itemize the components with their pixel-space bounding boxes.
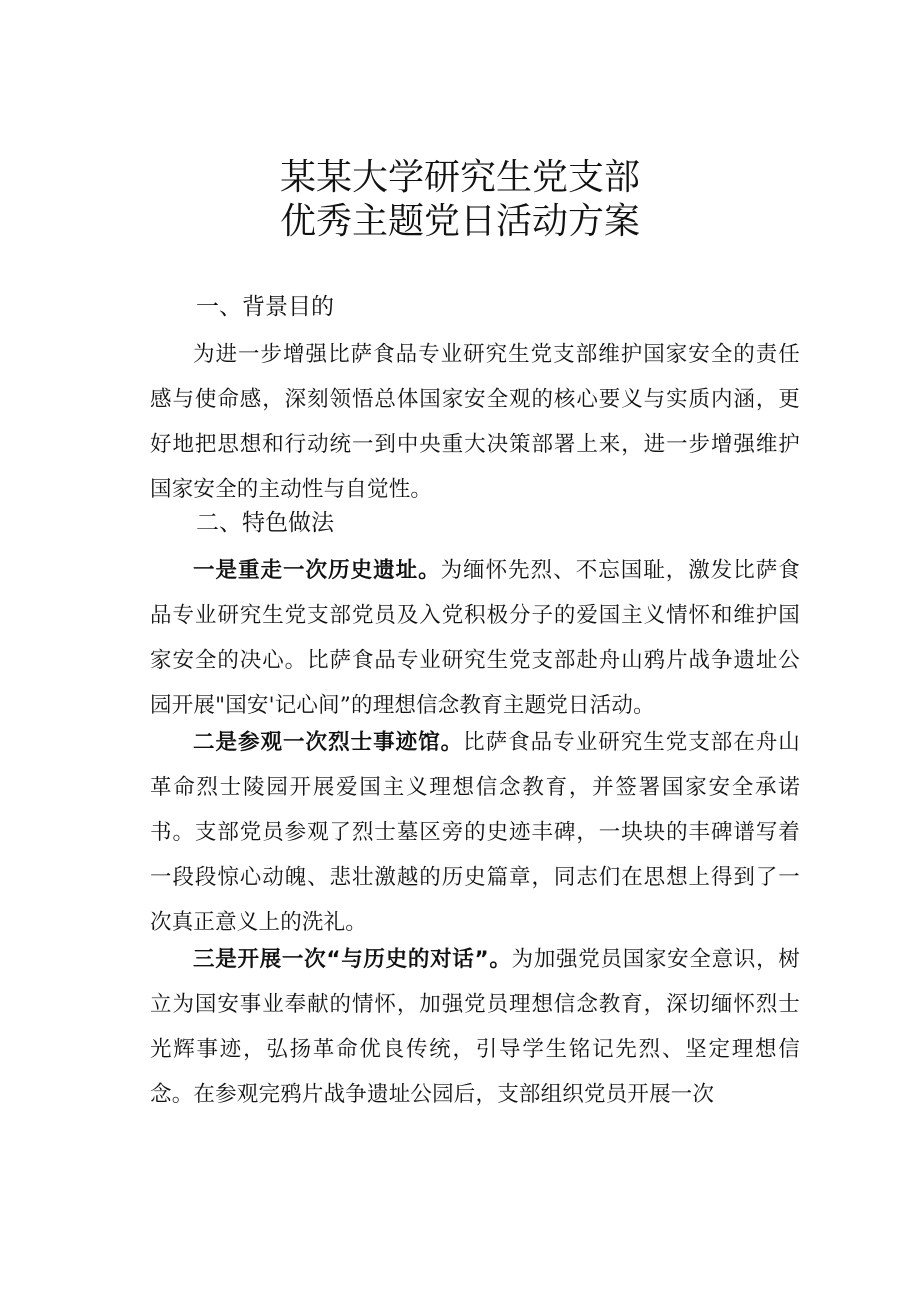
practice-text-3: 为加强党员国家安全意识，树立为国安事业奉献的情怀，加强党员理想信念教育，深切缅怀烈士光辉事迹，弘扬革命优良传统，引导学生铭记先烈、坚定理想信念。在参观完鸦片战争遗址公园后，支部组织党员开展一次 [150,947,800,1107]
background-paragraph: 为进一步增强比萨食品专业研究生党支部维护国家安全的责任感与使命感，深刻领悟总体国家安全观的核心要义与实质内涵，更好地把思想和行动统一到中央重大决策部署上来，进一步增强维护国家安全的主动性与自觉性。 [150,342,800,502]
practice-lead-3: 三是开展一次“与历史的对话”。 [193,947,512,972]
section-heading-background: 一、背景目的 [196,294,334,320]
practice-lead-2: 二是参观一次烈士事迹馆。 [193,730,464,755]
document-title-line-2: 优秀主题党日活动方案 [279,201,640,242]
practice-text-2: 比萨食品专业研究生党支部在舟山革命烈士陵园开展爱国主义理想信念教育，并签署国家安全承诺书。支部党员参观了烈士墓区旁的史迹丰碑，一块块的丰碑谱写着一段段惊心动魄、悲壮激越的历史篇章，同志们在思想上得到了一次真正意义上的洗礼。 [150,730,800,935]
practice-paragraph-1 [150,548,800,728]
practice-lead-1: 一是重走一次历史遗址。 [193,558,441,583]
section-heading-practices: 二、特色做法 [196,510,334,536]
practice-text-1: 为缅怀先烈、不忘国耻，激发比萨食品专业研究生党支部党员及入党积极分子的爱国主义情怀和维护国家安全的决心。比萨食品专业研究生党支部赴舟山鸦片战争遗址公园开展"国安'记心间”的理想信念教育主题党日活动。 [150,558,801,718]
practice-paragraph-2 [150,720,800,945]
practice-paragraph-3 [150,937,800,1117]
document-title-line-1: 某某大学研究生党支部 [279,157,640,198]
